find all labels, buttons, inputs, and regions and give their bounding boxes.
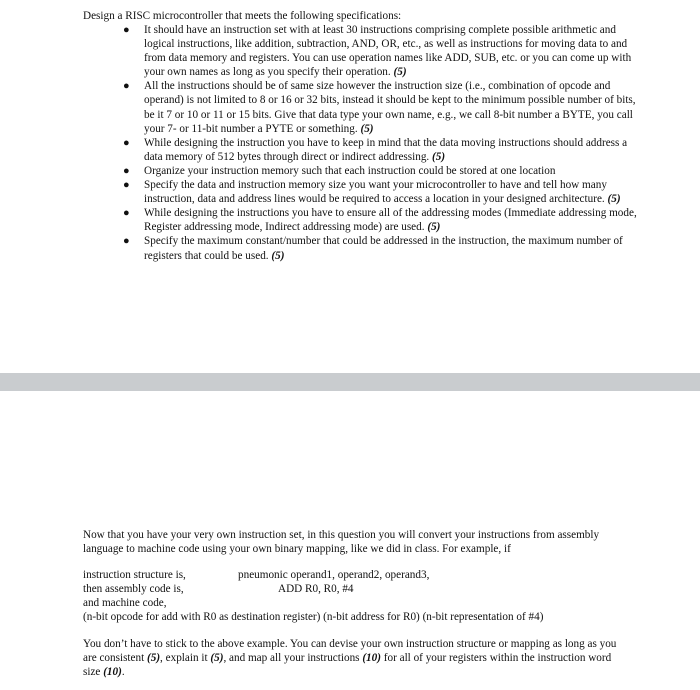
closing-text: for all of your registers within the instruction word size: [83, 652, 612, 679]
example-label: and machine code,: [83, 597, 167, 610]
spec-item: [83, 234, 643, 262]
spec-marks: (5): [271, 249, 285, 262]
question2-closing: [83, 637, 618, 679]
spec-item: [83, 206, 643, 234]
spec-marks: (5): [432, 150, 446, 163]
closing-text: , and map all your instructions: [223, 652, 360, 665]
marks: (10): [103, 666, 122, 679]
spec-text: Specify the data and instruction memory size you want your microcontroller to have and tell how many instruction, data and address lines would be required to access a location in your designed architecture.: [144, 179, 607, 206]
closing-text: You don’t have to stick to the above example. You can devise your own instruction structure or mapping as long as you are consistent: [83, 638, 617, 665]
example-machine-code: (n-bit opcode for add with R0 as destination register) (n-bit address for R0) (n-bit representation of #4): [83, 611, 544, 624]
spec-marks: (5): [393, 66, 407, 79]
spec-item: [83, 164, 643, 178]
spec-item: [83, 79, 643, 135]
example-row: [83, 596, 643, 610]
spec-marks: (5): [427, 221, 441, 234]
spec-item: [83, 23, 643, 79]
bullet-icon: ●: [123, 207, 130, 220]
spec-text: While designing the instruction you have to keep in mind that the data moving instructions should address a data memory of 512 bytes through direct or indirect addressing.: [144, 136, 628, 163]
spec-item: [83, 136, 643, 164]
example-block: [83, 568, 643, 624]
question1-intro: Design a RISC microcontroller that meets the following specifications:: [83, 10, 402, 22]
bullet-icon: ●: [123, 24, 130, 36]
example-value: ADD R0, R0, #4: [278, 583, 354, 596]
question2-page: [0, 391, 700, 690]
spec-marks: (5): [360, 122, 374, 135]
question2-intro: Now that you have your very own instruction set, in this question you will convert your instructions from assembly language to machine code using your own binary mapping, like we did in class. For example, if: [83, 529, 600, 556]
example-row: [83, 610, 643, 624]
example-label: then assembly code is,: [83, 583, 184, 596]
page-separator: [0, 373, 700, 391]
example-value: pneumonic operand1, operand2, operand3,: [238, 569, 430, 581]
bullet-icon: ●: [123, 136, 130, 149]
example-label: instruction structure is,: [83, 569, 186, 581]
bullet-icon: ●: [123, 179, 130, 192]
specifications-list: [83, 23, 643, 263]
marks: (5): [210, 652, 224, 665]
bullet-icon: ●: [123, 80, 130, 93]
spec-text: All the instructions should be of same size however the instruction size (i.e., combination of opcode and operand) is not limited to 8 or 16 or 32 bits, instead it should be kept to the minimum possible number of bits, be it 7 or 10 or 11 or 15 bits. Give that data type your own name, e.g., we call 8-bit number a BYTE, you call your 7- or 11-bit number a PYTE or something.: [144, 80, 636, 135]
spec-text: Specify the maximum constant/number that could be addressed in the instruction, the maximum number of registers that could be used.: [144, 235, 623, 262]
marks: (10): [362, 652, 381, 665]
spec-text: Organize your instruction memory such that each instruction could be stored at one location: [144, 164, 556, 177]
spec-marks: (5): [607, 193, 621, 206]
closing-text: , explain it: [160, 652, 208, 665]
spec-text: It should have an instruction set with at least 30 instructions comprising complete possible arithmetic and logical instructions, like addition, subtraction, AND, OR, etc., as well as instructions for moving data to and from data memory and registers. You can use operation names like ADD, SUB, etc. or you can come up with your own names as long as you specify their operation.: [144, 24, 632, 79]
example-row: [83, 568, 643, 582]
bullet-icon: ●: [123, 164, 130, 177]
example-row: [83, 582, 643, 596]
closing-text: .: [121, 666, 125, 679]
bullet-icon: ●: [123, 235, 130, 248]
spec-item: [83, 178, 643, 206]
marks: (5): [147, 652, 161, 665]
spec-text: While designing the instructions you have to ensure all of the addressing modes (Immediate addressing mode, Register addressing mode, Indirect addressing mode) are used.: [144, 207, 637, 234]
